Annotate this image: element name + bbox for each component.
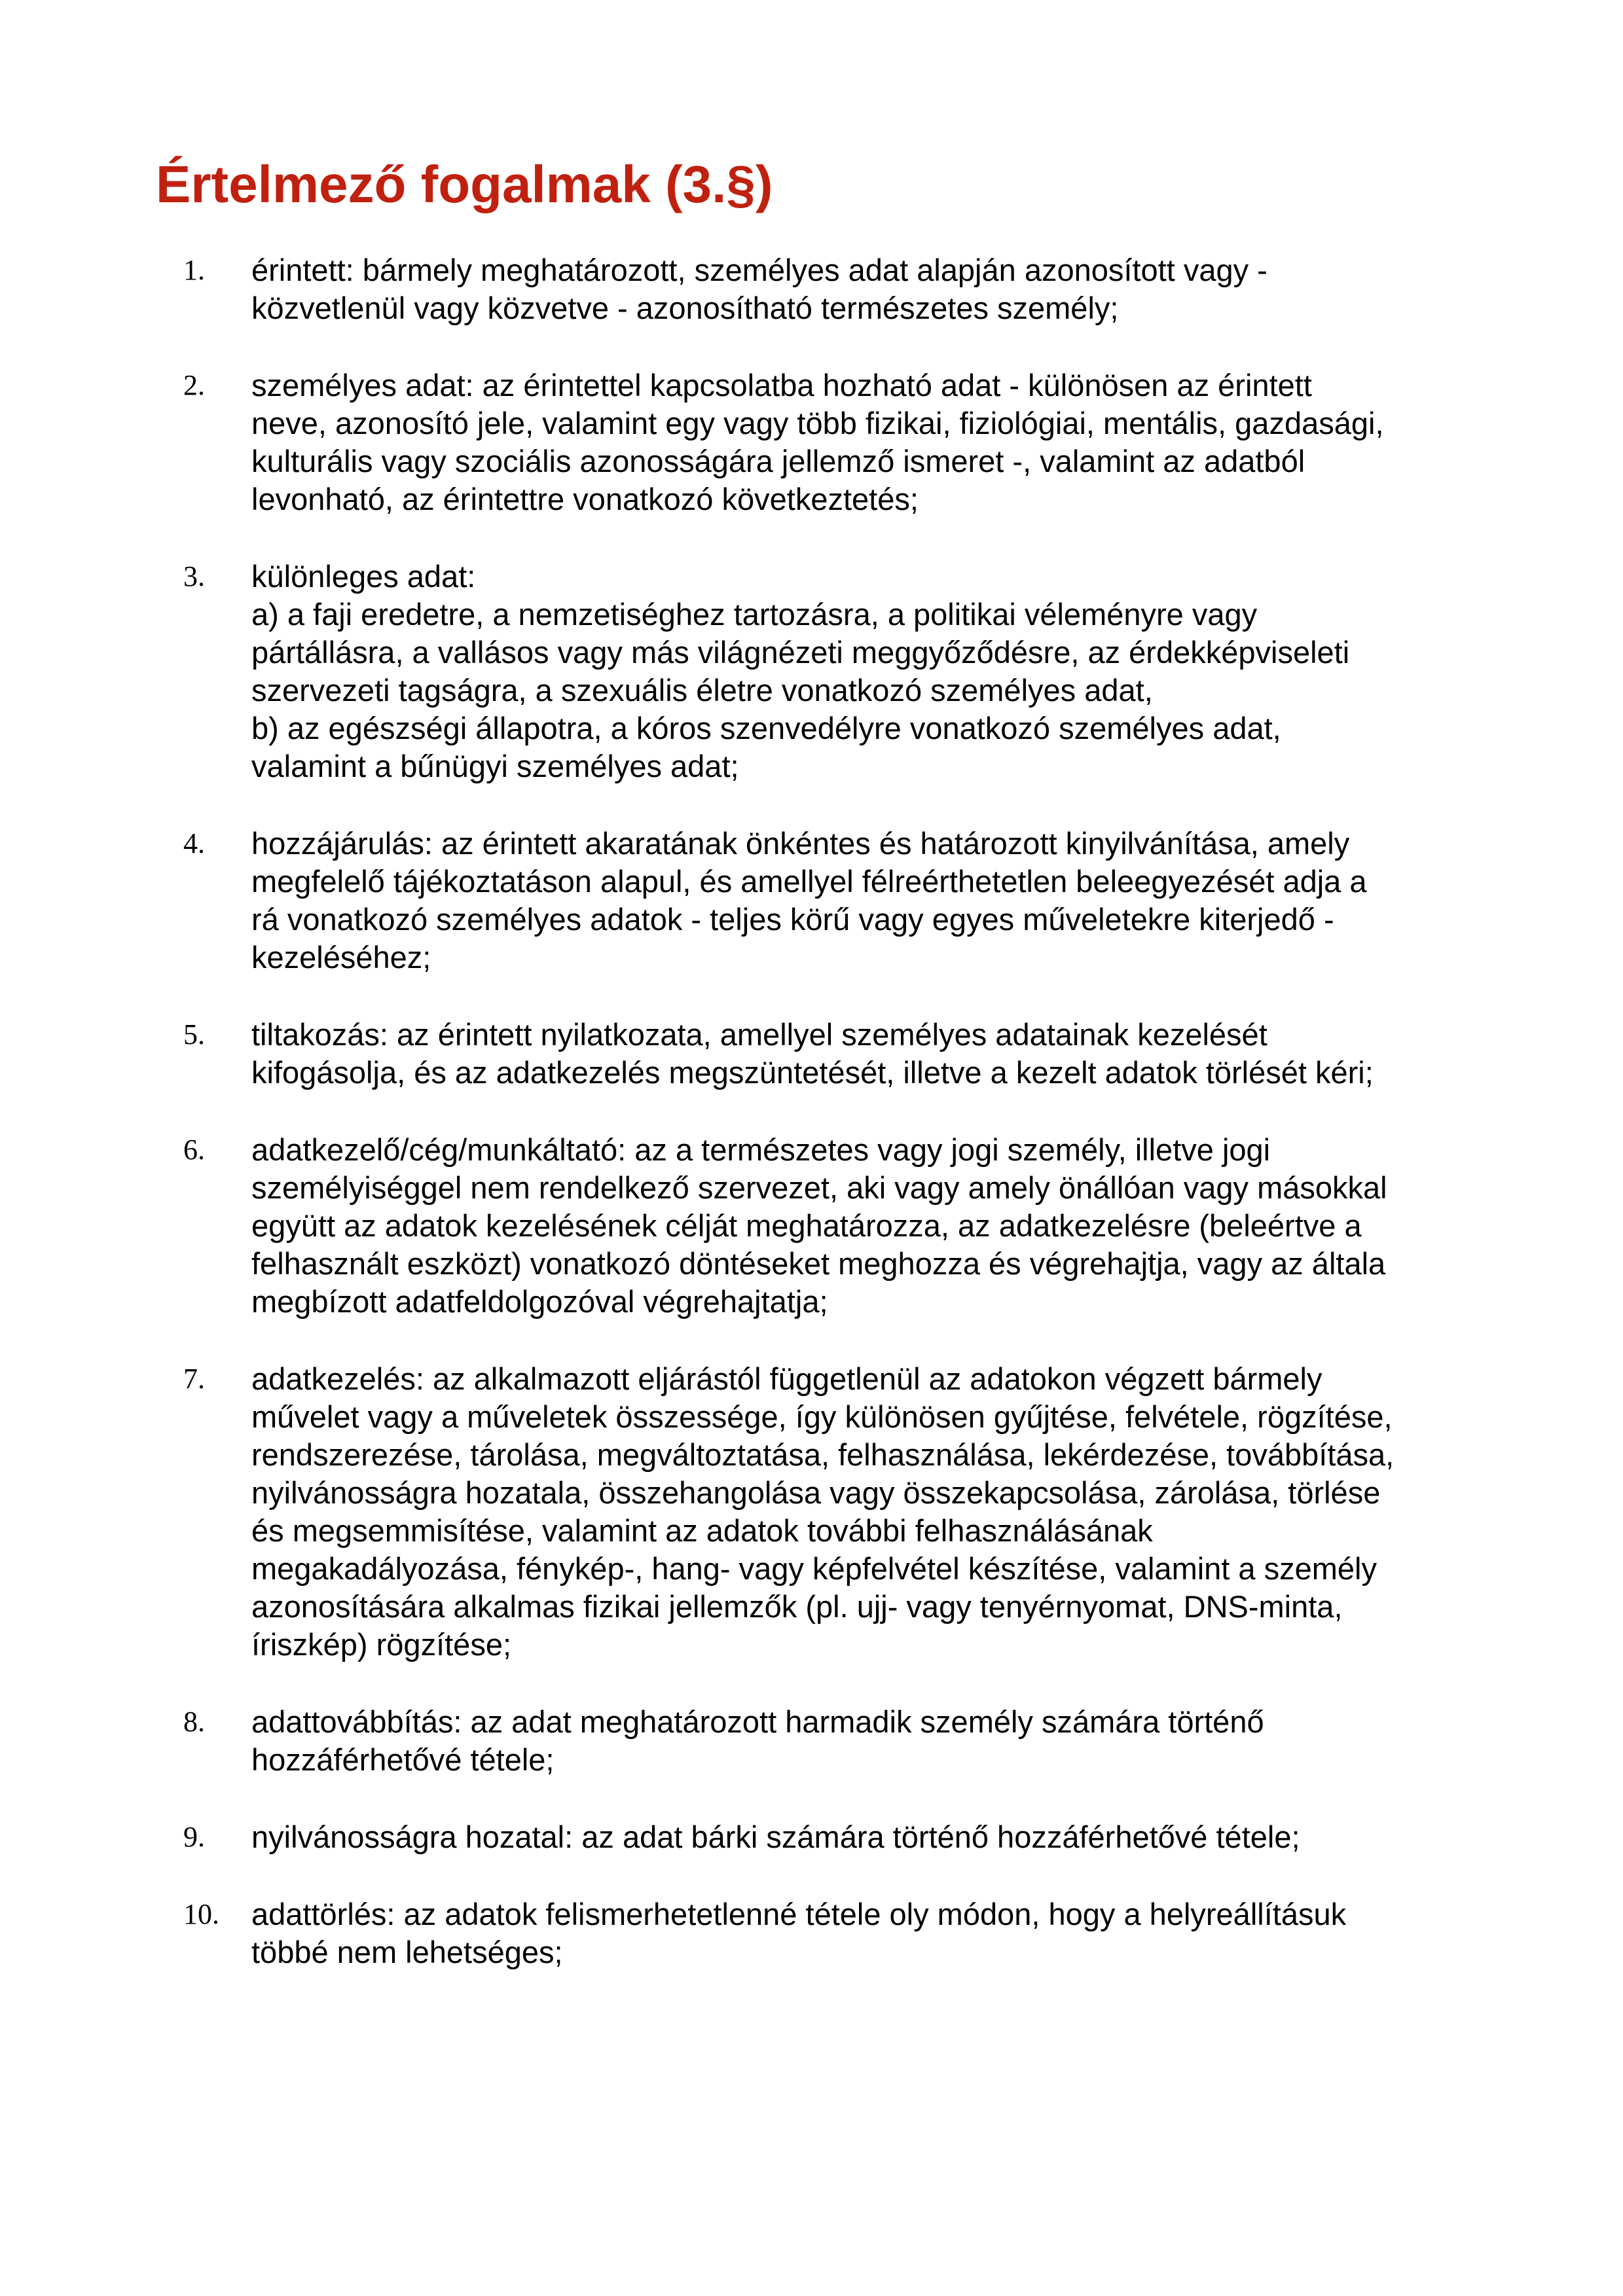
text-line: különleges adat: (251, 559, 476, 594)
list-item (0, 1131, 1623, 1321)
text-line: kifogásolja, és az adatkezelés megszüntetését, illetve a kezelt adatok törlését kéri; (251, 1055, 1374, 1090)
text-line: többé nem lehetséges; (251, 1935, 563, 1969)
item-number: 2. (183, 369, 205, 401)
text-line: szervezeti tagságra, a szexuális életre vonatkozó személyes adat, (251, 673, 1153, 708)
text-line: pártállásra, a vallásos vagy más világnézeti meggyőződésre, az érdekképviseleti (251, 635, 1350, 670)
text-line: érintett: bármely meghatározott, személyes adat alapján azonosított vagy - (251, 253, 1267, 287)
text-line: nyilvánosságra hozatala, összehangolása vagy összekapcsolása, zárolása, törlése (251, 1475, 1381, 1510)
text-line: rendszerezése, tárolása, megváltoztatása, felhasználása, lekérdezése, továbbítása, (251, 1437, 1395, 1472)
text-line: adattovábbítás: az adat meghatározott harmadik személy számára történő (251, 1704, 1264, 1739)
text-line: kezeléséhez; (251, 940, 431, 975)
text-line: neve, azonosító jele, valamint egy vagy több fizikai, fiziológiai, mentális, gazdasági, (251, 406, 1384, 440)
text-line: felhasznált eszközt) vonatkozó döntéseket meghozza és végrehajtja, vagy az általa (251, 1246, 1386, 1281)
text-line: valamint a bűnügyi személyes adat; (251, 749, 739, 783)
item-number: 3. (183, 560, 205, 592)
text-line: művelet vagy a műveletek összessége, így különösen gyűjtése, felvétele, rögzítése, (251, 1399, 1393, 1434)
item-text (251, 1016, 1528, 1092)
text-line: kulturális vagy szociális azonosságára jellemző ismeret -, valamint az adatból (251, 444, 1305, 478)
item-text (251, 1818, 1528, 1856)
text-line: hozzáférhetővé tétele; (251, 1742, 555, 1777)
text-line: tiltakozás: az érintett nyilatkozata, amellyel személyes adatainak kezelését (251, 1017, 1267, 1052)
list-item (0, 1703, 1623, 1779)
item-text (251, 825, 1528, 977)
item-text (251, 1360, 1528, 1664)
item-text (251, 251, 1528, 327)
item-number: 4. (183, 827, 205, 859)
text-line: hozzájárulás: az érintett akaratának önkéntes és határozott kinyilvánítása, amely (251, 826, 1350, 861)
list-item (0, 1895, 1623, 1971)
list-item (0, 558, 1623, 785)
text-line: a) a faji eredetre, a nemzetiséghez tartozásra, a politikai véleményre vagy (251, 597, 1258, 632)
text-line: nyilvánosságra hozatal: az adat bárki számára történő hozzáférhetővé tétele; (251, 1820, 1300, 1854)
item-number: 6. (183, 1134, 205, 1166)
definition-list (0, 251, 1623, 2011)
text-line: íriszkép) rögzítése; (251, 1627, 512, 1662)
text-line: megakadályozása, fénykép-, hang- vagy képfelvétel készítése, valamint a személy (251, 1551, 1377, 1586)
text-line: adatkezelés: az alkalmazott eljárástól függetlenül az adatokon végzett bármely (251, 1361, 1322, 1396)
text-line: megbízott adatfeldolgozóval végrehajtatja; (251, 1284, 828, 1319)
text-line: és megsemmisítése, valamint az adatok további felhasználásának (251, 1513, 1153, 1548)
text-line: személyes adat: az érintettel kapcsolatba hozható adat - különösen az érintett (251, 368, 1312, 403)
list-item (0, 251, 1623, 327)
list-item (0, 1818, 1623, 1856)
text-line: rá vonatkozó személyes adatok - teljes körű vagy egyes műveletekre kiterjedő - (251, 902, 1334, 937)
item-text (251, 1895, 1528, 1971)
text-line: adattörlés: az adatok felismerhetetlenné tétele oly módon, hogy a helyreállításuk (251, 1897, 1347, 1931)
item-number: 5. (183, 1018, 205, 1050)
item-number: 9. (183, 1821, 205, 1853)
list-item (0, 825, 1623, 977)
item-number: 10. (183, 1898, 219, 1930)
list-item (0, 367, 1623, 518)
text-line: közvetlenül vagy közvetve - azonosítható természetes személy; (251, 291, 1119, 325)
text-line: b) az egészségi állapotra, a kóros szenvedélyre vonatkozó személyes adat, (251, 711, 1281, 745)
text-line: levonható, az érintettre vonatkozó következtetés; (251, 482, 919, 516)
text-line: személyiséggel nem rendelkező szervezet, aki vagy amely önállóan vagy másokkal (251, 1170, 1387, 1205)
item-text (251, 558, 1528, 785)
text-line: azonosítására alkalmas fizikai jellemzők (pl. ujj- vagy tenyérnyomat, DNS-minta, (251, 1589, 1343, 1624)
list-item (0, 1016, 1623, 1092)
item-text (251, 1131, 1528, 1321)
text-line: adatkezelő/cég/munkáltató: az a természetes vagy jogi személy, illetve jogi (251, 1132, 1271, 1167)
page-title: Értelmező fogalmak (3.§) (156, 155, 773, 213)
item-text (251, 367, 1528, 518)
item-number: 8. (183, 1706, 205, 1738)
text-line: együtt az adatok kezelésének célját meghatározza, az adatkezelésre (beleértve a (251, 1208, 1362, 1243)
list-item (0, 1360, 1623, 1664)
item-text (251, 1703, 1528, 1779)
item-number: 7. (183, 1363, 205, 1395)
text-line: megfelelő tájékoztatáson alapul, és amellyel félreérthetetlen beleegyezését adja a (251, 864, 1367, 899)
item-number: 1. (183, 254, 205, 286)
